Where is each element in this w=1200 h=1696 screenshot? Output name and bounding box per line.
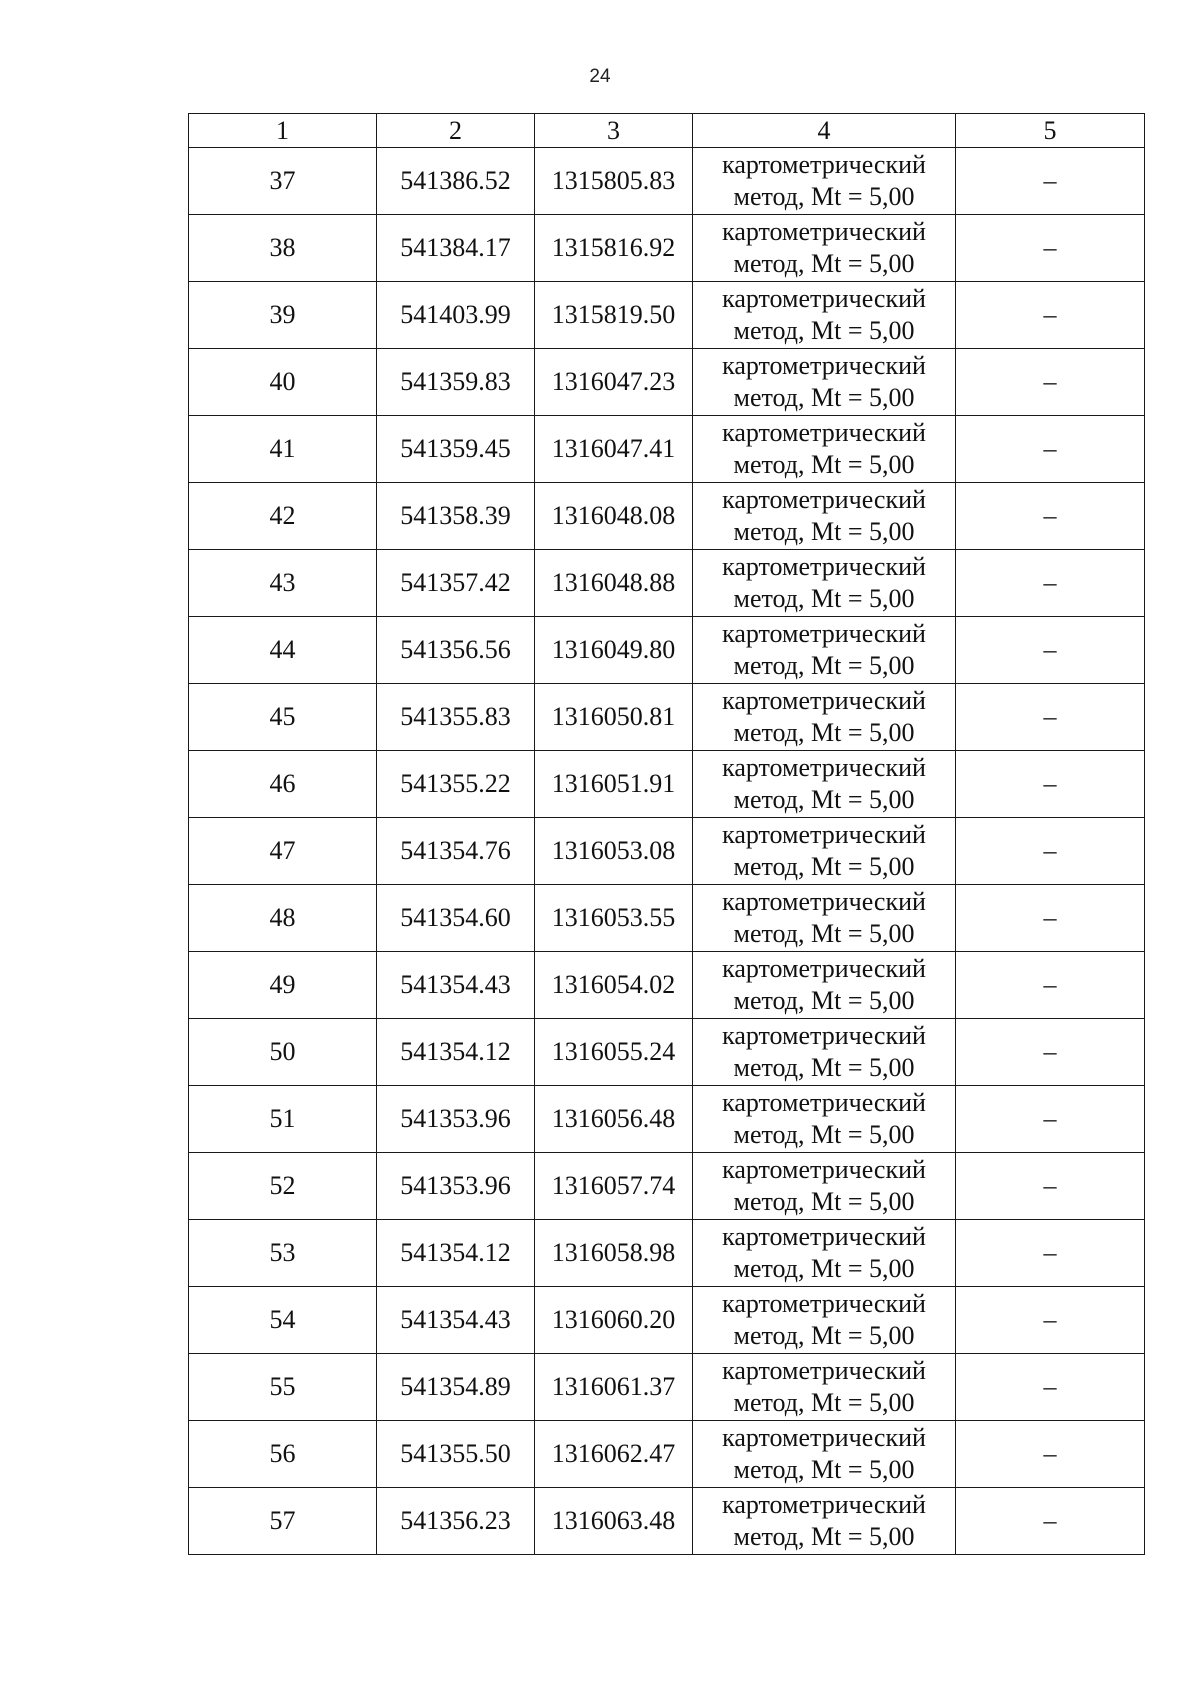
method-cell [693, 1354, 956, 1421]
method-line-1: картометрический [722, 1222, 926, 1251]
method-line-2: метод, Mt = 5,00 [733, 316, 915, 345]
method-line-2: метод, Mt = 5,00 [733, 249, 915, 278]
method-line-2: метод, Mt = 5,00 [733, 718, 915, 747]
table-row [189, 1354, 1145, 1421]
y-coordinate-cell: 1316050.81 [535, 684, 693, 751]
method-cell [693, 1488, 956, 1555]
table-row [189, 617, 1145, 684]
note-cell: – [956, 1220, 1145, 1287]
method-line-1: картометрический [722, 1490, 926, 1519]
point-number-cell: 48 [189, 885, 377, 952]
method-line-1: картометрический [722, 1356, 926, 1385]
note-cell: – [956, 1287, 1145, 1354]
y-coordinate-cell: 1316056.48 [535, 1086, 693, 1153]
x-coordinate-cell: 541354.89 [377, 1354, 535, 1421]
x-coordinate-cell: 541354.60 [377, 885, 535, 952]
table-row [189, 751, 1145, 818]
method-line-2: метод, Mt = 5,00 [733, 1120, 915, 1149]
method-line-2: метод, Mt = 5,00 [733, 1053, 915, 1082]
header-col-5: 5 [956, 114, 1145, 148]
x-coordinate-cell: 541355.50 [377, 1421, 535, 1488]
table-row [189, 349, 1145, 416]
table-row [189, 1287, 1145, 1354]
method-cell [693, 1086, 956, 1153]
x-coordinate-cell: 541359.45 [377, 416, 535, 483]
table-row [189, 885, 1145, 952]
note-cell: – [956, 1354, 1145, 1421]
point-number-cell: 38 [189, 215, 377, 282]
method-line-1: картометрический [722, 1423, 926, 1452]
y-coordinate-cell: 1316055.24 [535, 1019, 693, 1086]
header-col-4: 4 [693, 114, 956, 148]
y-coordinate-cell: 1316057.74 [535, 1153, 693, 1220]
point-number-cell: 56 [189, 1421, 377, 1488]
y-coordinate-cell: 1315819.50 [535, 282, 693, 349]
note-cell: – [956, 1488, 1145, 1555]
table-row [189, 215, 1145, 282]
method-line-2: метод, Mt = 5,00 [733, 1254, 915, 1283]
note-cell: – [956, 1086, 1145, 1153]
method-cell [693, 1220, 956, 1287]
table-row [189, 684, 1145, 751]
point-number-cell: 50 [189, 1019, 377, 1086]
coordinates-table [188, 113, 1145, 1555]
method-cell [693, 617, 956, 684]
note-cell: – [956, 1019, 1145, 1086]
method-line-1: картометрический [722, 753, 926, 782]
method-line-2: метод, Mt = 5,00 [733, 919, 915, 948]
method-line-2: метод, Mt = 5,00 [733, 1388, 915, 1417]
x-coordinate-cell: 541358.39 [377, 483, 535, 550]
y-coordinate-cell: 1316047.41 [535, 416, 693, 483]
method-line-1: картометрический [722, 284, 926, 313]
x-coordinate-cell: 541354.43 [377, 952, 535, 1019]
note-cell: – [956, 684, 1145, 751]
point-number-cell: 51 [189, 1086, 377, 1153]
method-line-1: картометрический [722, 552, 926, 581]
x-coordinate-cell: 541359.83 [377, 349, 535, 416]
point-number-cell: 49 [189, 952, 377, 1019]
method-cell [693, 349, 956, 416]
method-cell [693, 282, 956, 349]
y-coordinate-cell: 1316053.08 [535, 818, 693, 885]
point-number-cell: 54 [189, 1287, 377, 1354]
method-cell [693, 1019, 956, 1086]
method-cell [693, 885, 956, 952]
method-cell [693, 148, 956, 215]
method-line-2: метод, Mt = 5,00 [733, 1187, 915, 1216]
x-coordinate-cell: 541355.22 [377, 751, 535, 818]
x-coordinate-cell: 541357.42 [377, 550, 535, 617]
x-coordinate-cell: 541355.83 [377, 684, 535, 751]
note-cell: – [956, 550, 1145, 617]
y-coordinate-cell: 1316051.91 [535, 751, 693, 818]
x-coordinate-cell: 541384.17 [377, 215, 535, 282]
method-line-2: метод, Mt = 5,00 [733, 1455, 915, 1484]
method-cell [693, 550, 956, 617]
method-line-2: метод, Mt = 5,00 [733, 1321, 915, 1350]
point-number-cell: 39 [189, 282, 377, 349]
method-cell [693, 1287, 956, 1354]
method-line-1: картометрический [722, 217, 926, 246]
method-line-1: картометрический [722, 954, 926, 983]
note-cell: – [956, 617, 1145, 684]
method-cell [693, 1421, 956, 1488]
note-cell: – [956, 818, 1145, 885]
method-line-1: картометрический [722, 150, 926, 179]
point-number-cell: 37 [189, 148, 377, 215]
method-line-1: картометрический [722, 887, 926, 916]
y-coordinate-cell: 1316060.20 [535, 1287, 693, 1354]
x-coordinate-cell: 541354.76 [377, 818, 535, 885]
table-row [189, 1019, 1145, 1086]
method-line-2: метод, Mt = 5,00 [733, 785, 915, 814]
method-line-1: картометрический [722, 1021, 926, 1050]
x-coordinate-cell: 541386.52 [377, 148, 535, 215]
y-coordinate-cell: 1316048.88 [535, 550, 693, 617]
header-col-3: 3 [535, 114, 693, 148]
y-coordinate-cell: 1316061.37 [535, 1354, 693, 1421]
x-coordinate-cell: 541354.12 [377, 1019, 535, 1086]
table-row [189, 1421, 1145, 1488]
note-cell: – [956, 751, 1145, 818]
x-coordinate-cell: 541354.12 [377, 1220, 535, 1287]
table-row [189, 148, 1145, 215]
point-number-cell: 52 [189, 1153, 377, 1220]
note-cell: – [956, 416, 1145, 483]
x-coordinate-cell: 541356.56 [377, 617, 535, 684]
table-row [189, 1488, 1145, 1555]
table-row [189, 1153, 1145, 1220]
method-cell [693, 416, 956, 483]
note-cell: – [956, 1421, 1145, 1488]
table-row [189, 952, 1145, 1019]
page-number: 24 [589, 66, 611, 87]
point-number-cell: 45 [189, 684, 377, 751]
y-coordinate-cell: 1316047.23 [535, 349, 693, 416]
point-number-cell: 46 [189, 751, 377, 818]
method-line-2: метод, Mt = 5,00 [733, 986, 915, 1015]
note-cell: – [956, 148, 1145, 215]
header-col-1: 1 [189, 114, 377, 148]
table-header [189, 114, 1145, 148]
point-number-cell: 40 [189, 349, 377, 416]
y-coordinate-cell: 1316063.48 [535, 1488, 693, 1555]
point-number-cell: 57 [189, 1488, 377, 1555]
method-line-1: картометрический [722, 619, 926, 648]
method-line-1: картометрический [722, 1289, 926, 1318]
table-row [189, 416, 1145, 483]
method-cell [693, 684, 956, 751]
method-line-1: картометрический [722, 1088, 926, 1117]
x-coordinate-cell: 541354.43 [377, 1287, 535, 1354]
method-line-1: картометрический [722, 820, 926, 849]
point-number-cell: 47 [189, 818, 377, 885]
point-number-cell: 41 [189, 416, 377, 483]
method-cell [693, 818, 956, 885]
y-coordinate-cell: 1315805.83 [535, 148, 693, 215]
method-cell [693, 952, 956, 1019]
y-coordinate-cell: 1316058.98 [535, 1220, 693, 1287]
point-number-cell: 53 [189, 1220, 377, 1287]
note-cell: – [956, 215, 1145, 282]
header-row [189, 114, 1145, 148]
method-line-1: картометрический [722, 485, 926, 514]
table-row [189, 550, 1145, 617]
table-row [189, 1220, 1145, 1287]
method-cell [693, 751, 956, 818]
table-row [189, 1086, 1145, 1153]
x-coordinate-cell: 541403.99 [377, 282, 535, 349]
method-line-1: картометрический [722, 1155, 926, 1184]
method-line-2: метод, Mt = 5,00 [733, 383, 915, 412]
method-line-2: метод, Mt = 5,00 [733, 182, 915, 211]
y-coordinate-cell: 1316049.80 [535, 617, 693, 684]
y-coordinate-cell: 1316054.02 [535, 952, 693, 1019]
method-line-1: картометрический [722, 686, 926, 715]
x-coordinate-cell: 541353.96 [377, 1153, 535, 1220]
y-coordinate-cell: 1316048.08 [535, 483, 693, 550]
method-cell [693, 1153, 956, 1220]
point-number-cell: 55 [189, 1354, 377, 1421]
table-row [189, 282, 1145, 349]
method-line-1: картометрический [722, 351, 926, 380]
method-line-1: картометрический [722, 418, 926, 447]
note-cell: – [956, 952, 1145, 1019]
method-cell [693, 215, 956, 282]
method-line-2: метод, Mt = 5,00 [733, 1522, 915, 1551]
table-row [189, 818, 1145, 885]
note-cell: – [956, 282, 1145, 349]
method-line-2: метод, Mt = 5,00 [733, 651, 915, 680]
y-coordinate-cell: 1316062.47 [535, 1421, 693, 1488]
header-col-2: 2 [377, 114, 535, 148]
point-number-cell: 43 [189, 550, 377, 617]
y-coordinate-cell: 1316053.55 [535, 885, 693, 952]
method-line-2: метод, Mt = 5,00 [733, 852, 915, 881]
table-body [189, 148, 1145, 1555]
method-line-2: метод, Mt = 5,00 [733, 584, 915, 613]
note-cell: – [956, 885, 1145, 952]
point-number-cell: 42 [189, 483, 377, 550]
note-cell: – [956, 349, 1145, 416]
point-number-cell: 44 [189, 617, 377, 684]
method-cell [693, 483, 956, 550]
y-coordinate-cell: 1315816.92 [535, 215, 693, 282]
method-line-2: метод, Mt = 5,00 [733, 450, 915, 479]
method-line-2: метод, Mt = 5,00 [733, 517, 915, 546]
x-coordinate-cell: 541356.23 [377, 1488, 535, 1555]
x-coordinate-cell: 541353.96 [377, 1086, 535, 1153]
note-cell: – [956, 483, 1145, 550]
note-cell: – [956, 1153, 1145, 1220]
table-row [189, 483, 1145, 550]
